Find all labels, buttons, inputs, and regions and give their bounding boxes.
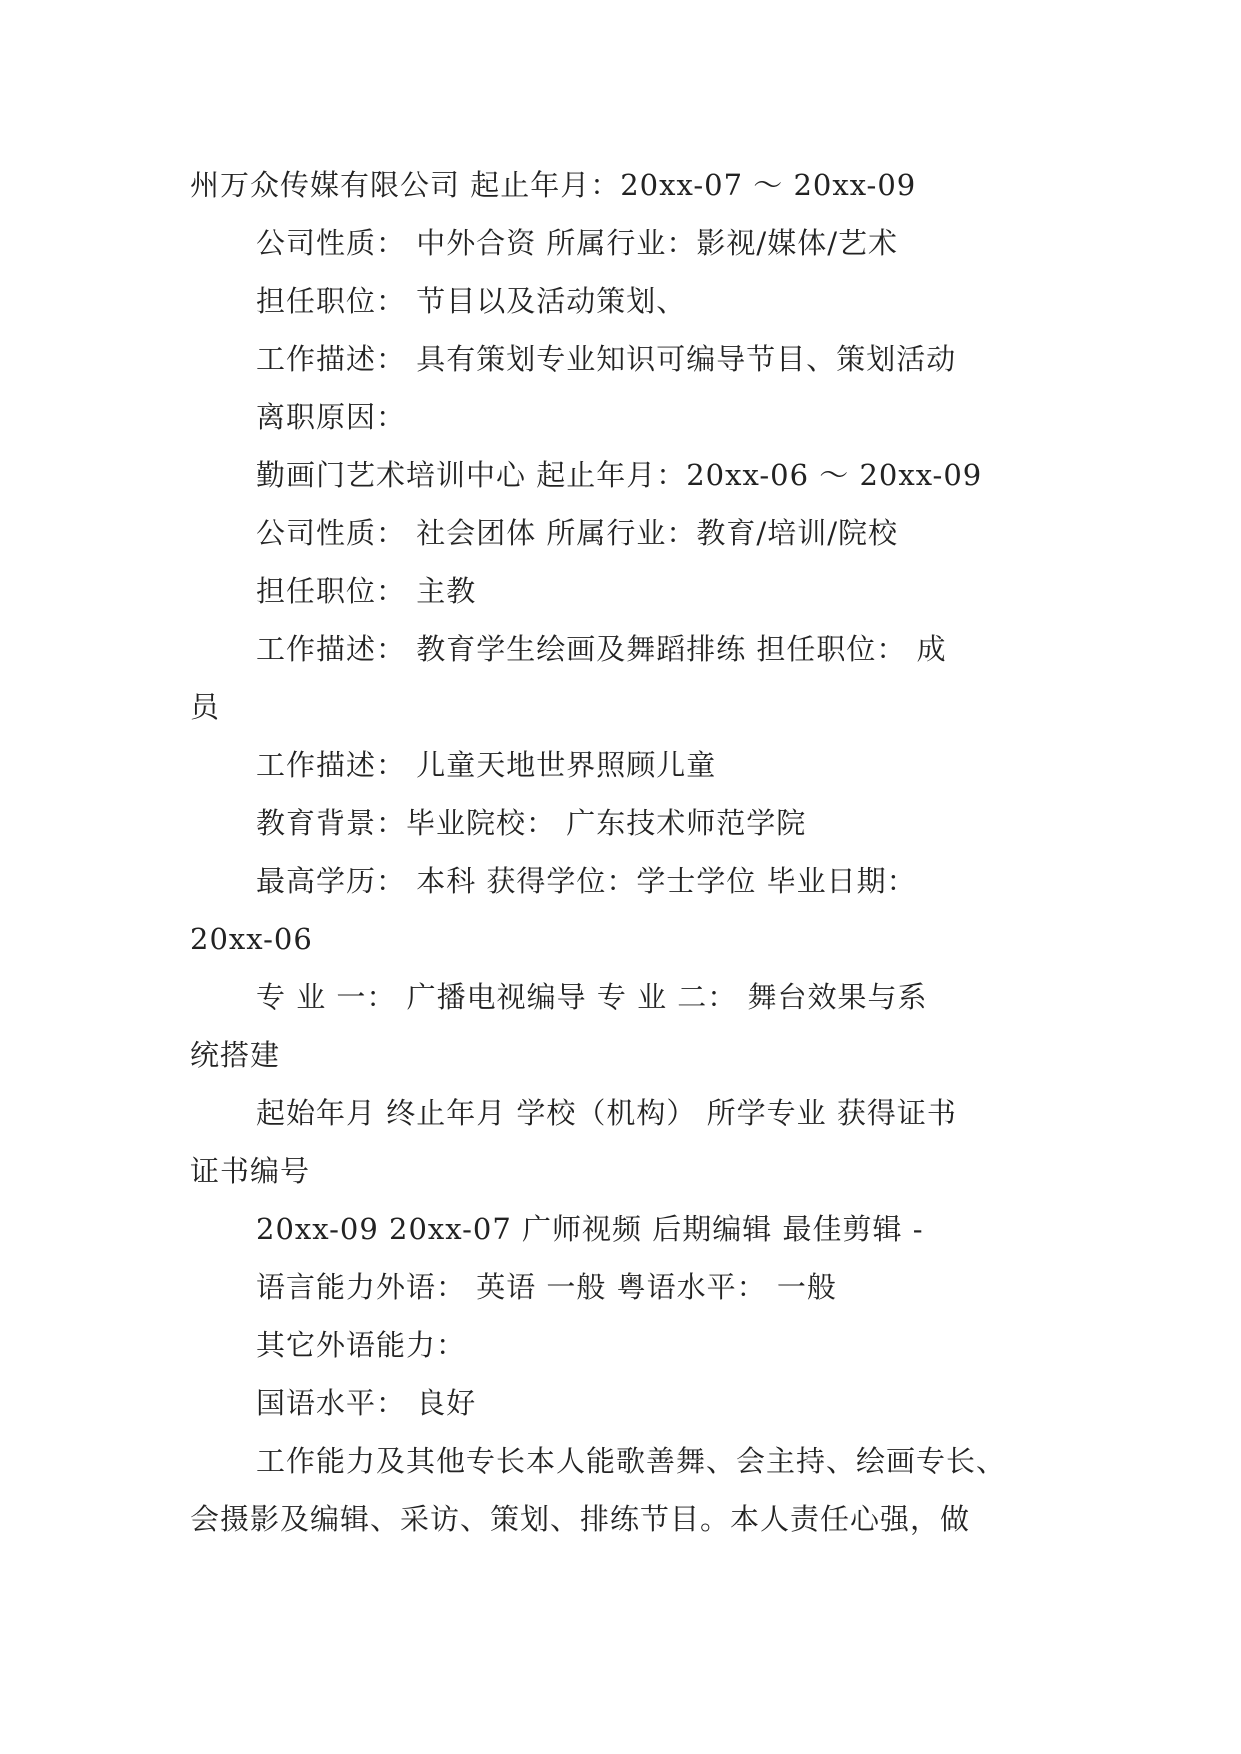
graduation-date-line: 20xx-06 bbox=[190, 922, 313, 956]
other-language-line: 其它外语能力： bbox=[256, 1328, 467, 1362]
employer-line-2: 勤画门艺术培训中心 起止年月：20xx-06 ～ 20xx-09 bbox=[256, 458, 983, 492]
training-header-line-cont: 证书编号 bbox=[190, 1154, 311, 1188]
training-header-line: 起始年月 终止年月 学校（机构） 所学专业 获得证书 bbox=[256, 1096, 957, 1130]
job-description-line-2-cont: 员 bbox=[190, 690, 221, 724]
leave-reason-line: 离职原因： bbox=[256, 400, 407, 434]
mandarin-line: 国语水平： 良好 bbox=[256, 1386, 477, 1420]
major-line-cont: 统搭建 bbox=[190, 1038, 281, 1072]
job-description-line-3: 工作描述： 儿童天地世界照顾儿童 bbox=[256, 748, 717, 782]
degree-line: 最高学历： 本科 获得学位：学士学位 毕业日期： bbox=[256, 864, 917, 898]
employer-line-1: 州万众传媒有限公司 起止年月：20xx-07 ～ 20xx-09 bbox=[190, 168, 917, 202]
company-nature-line-1: 公司性质： 中外合资 所属行业：影视/媒体/艺术 bbox=[256, 226, 898, 260]
skills-line: 工作能力及其他专长本人能歌善舞、会主持、绘画专长、 bbox=[256, 1444, 1007, 1478]
training-row-line: 20xx-09 20xx-07 广师视频 后期编辑 最佳剪辑 - bbox=[256, 1212, 924, 1246]
position-line-2: 担任职位： 主教 bbox=[256, 574, 477, 608]
job-description-line-1: 工作描述： 具有策划专业知识可编导节目、策划活动 bbox=[256, 342, 957, 376]
education-line: 教育背景：毕业院校： 广东技术师范学院 bbox=[256, 806, 807, 840]
job-description-line-2: 工作描述： 教育学生绘画及舞蹈排练 担任职位： 成 bbox=[256, 632, 947, 666]
major-line: 专 业 一： 广播电视编导 专 业 二： 舞台效果与系 bbox=[256, 980, 928, 1014]
position-line-1: 担任职位： 节目以及活动策划、 bbox=[256, 284, 687, 318]
company-nature-line-2: 公司性质： 社会团体 所属行业：教育/培训/院校 bbox=[256, 516, 898, 550]
language-line: 语言能力外语： 英语 一般 粤语水平： 一般 bbox=[256, 1270, 837, 1304]
skills-line-cont: 会摄影及编辑、采访、策划、排练节目。本人责任心强，做 bbox=[190, 1502, 971, 1536]
